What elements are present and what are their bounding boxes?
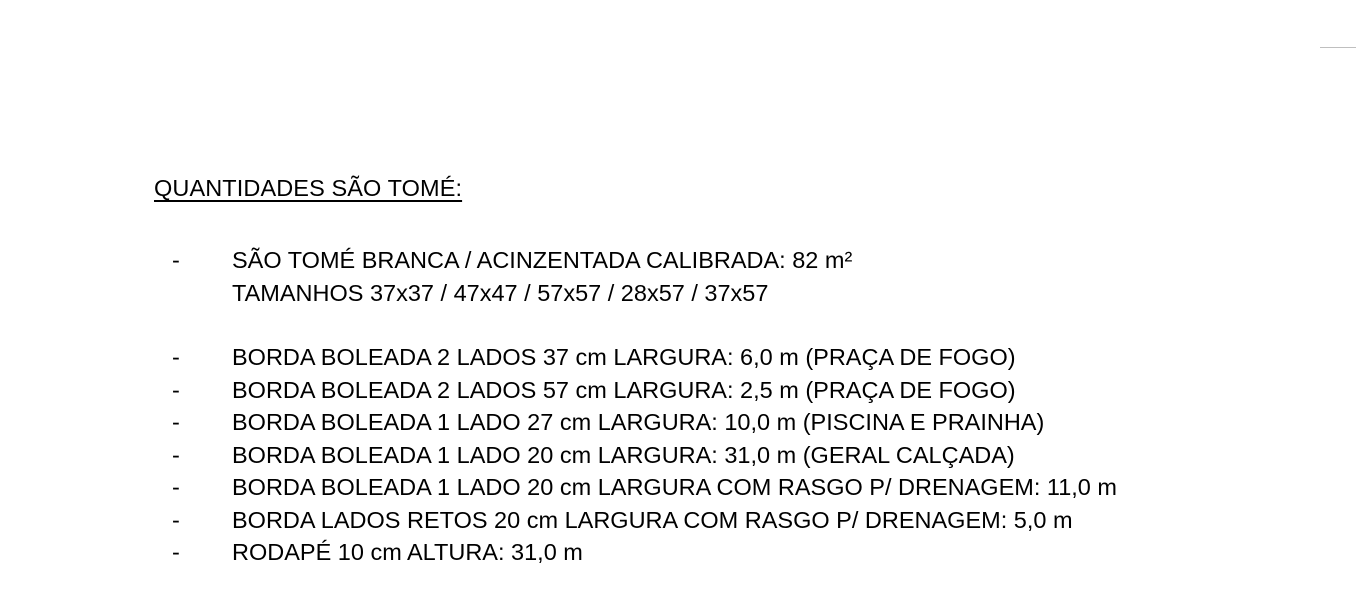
list-item-label: BORDA BOLEADA 1 LADO 20 cm LARGURA: 31,0 m (GERAL CALÇADA): [232, 441, 1015, 468]
list-item: [154, 341, 1314, 374]
list-item-label: SÃO TOMÉ BRANCA / ACINZENTADA CALIBRADA: 82 m²: [232, 247, 853, 273]
list-item: [154, 536, 1314, 569]
list-bullet: -: [172, 441, 180, 468]
list-item-label: BORDA BOLEADA 2 LADOS 37 cm LARGURA: 6,0 m (PRAÇA DE FOGO): [232, 344, 1016, 370]
list-item-label: BORDA BOLEADA 1 LADO 20 cm LARGURA COM RASGO P/ DRENAGEM: 11,0 m: [232, 474, 1117, 500]
list-bullet: -: [172, 247, 180, 273]
quantities-list: [154, 244, 1314, 569]
list-item-sublabel: TAMANHOS 37x37 / 47x47 / 57x57 / 28x57 / 37x57: [232, 279, 769, 306]
list-item-label: BORDA LADOS RETOS 20 cm LARGURA COM RASGO P/ DRENAGEM: 5,0 m: [232, 506, 1073, 533]
list-item: [154, 439, 1314, 472]
list-item-label: BORDA BOLEADA 2 LADOS 57 cm LARGURA: 2,5 m (PRAÇA DE FOGO): [232, 376, 1016, 403]
list-item: [154, 374, 1314, 407]
list-item: [154, 504, 1314, 537]
list-bullet: -: [172, 376, 180, 403]
list-bullet: -: [172, 409, 180, 435]
page-title: QUANTIDADES SÃO TOMÉ:: [154, 175, 463, 201]
list-item-body: [232, 244, 1314, 309]
list-bullet: -: [172, 474, 180, 500]
list-bullet: -: [172, 506, 180, 533]
page-margin-rule: [1320, 47, 1356, 48]
list-item-label: BORDA BOLEADA 1 LADO 27 cm LARGURA: 10,0 m (PISCINA E PRAINHA): [232, 409, 1045, 435]
list-item-label: RODAPÉ 10 cm ALTURA: 31,0 m: [232, 539, 583, 565]
list-item: [154, 244, 1314, 309]
list-bullet: -: [172, 344, 180, 370]
list-item: [154, 471, 1314, 504]
list-spacer: [154, 309, 1314, 341]
list-item: [154, 406, 1314, 439]
list-bullet: -: [172, 539, 180, 565]
